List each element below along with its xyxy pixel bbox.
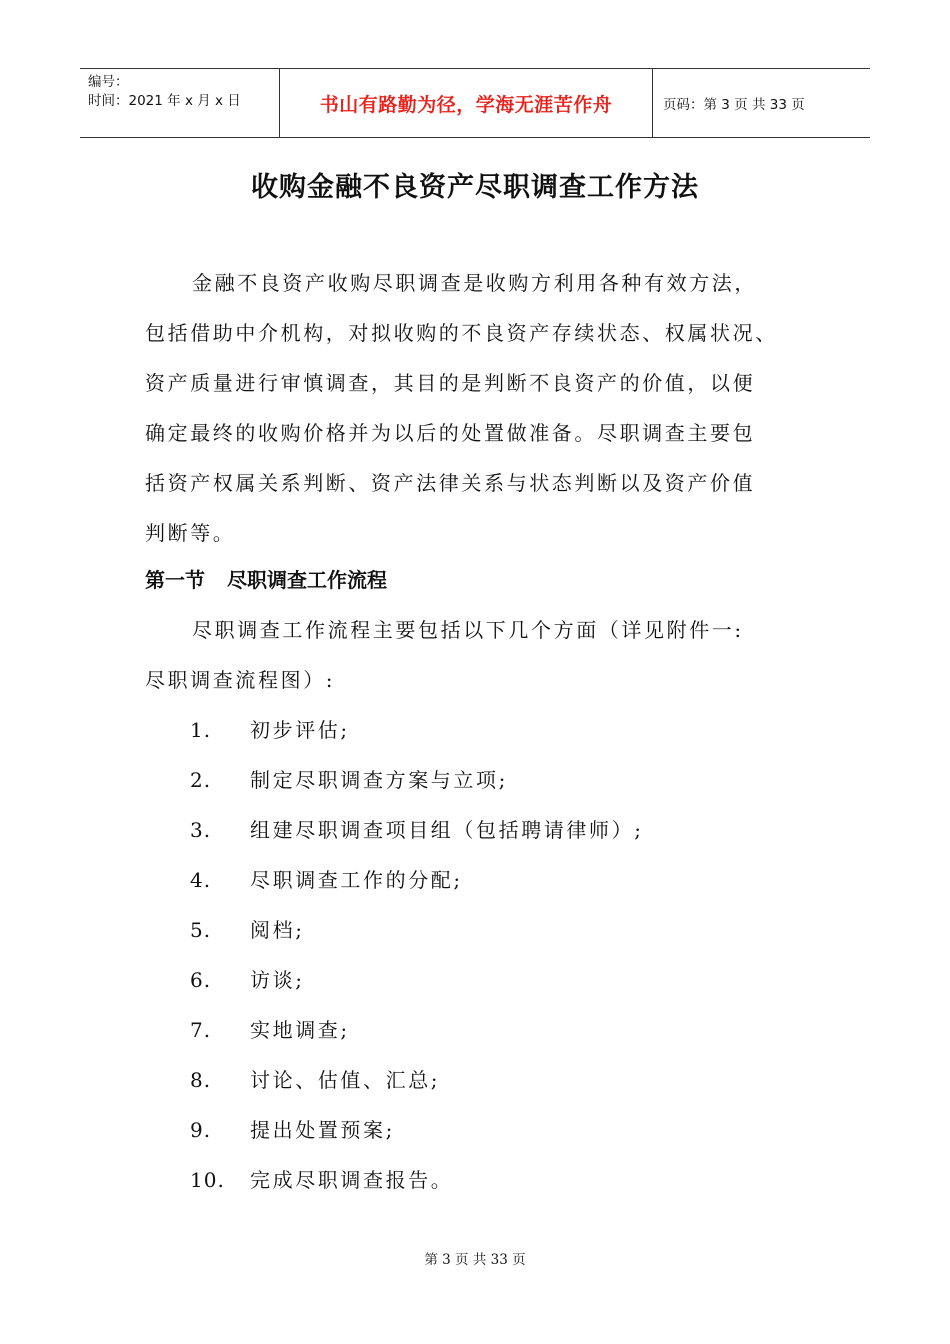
paragraph-line: 金融不良资产收购尽职调查是收购方利用各种有效方法，: [192, 271, 757, 295]
section-intro-paragraph: [145, 605, 835, 705]
paragraph-line: 资产质量进行审慎调查，其目的是判断不良资产的价值，以便: [145, 371, 756, 395]
step-text: 访谈;: [250, 968, 305, 992]
number-label: 编号：: [88, 74, 129, 90]
step-number: 8.: [190, 1068, 212, 1092]
step-number: 9.: [190, 1118, 212, 1142]
step-number: 2.: [190, 768, 212, 792]
paragraph-line: 尽职调查工作流程主要包括以下几个方面（详见附件一:: [192, 618, 744, 642]
section-number: 第一节: [145, 568, 205, 592]
step-number: 5.: [190, 918, 212, 942]
step-text: 讨论、估值、汇总;: [250, 1068, 441, 1092]
step-number: 6.: [190, 968, 212, 992]
header-page-label: 页码：第 3 页 共 33 页: [663, 97, 805, 113]
page-footer: 第 3 页 共 33 页: [424, 1252, 526, 1268]
list-item: [190, 1105, 644, 1155]
step-text: 实地调查;: [250, 1018, 350, 1042]
step-text: 组建尽职调查项目组（包括聘请律师）;: [250, 818, 644, 842]
paragraph-line: 包括借助中介机构，对拟收购的不良资产存续状态、权属状况、: [145, 321, 778, 345]
workflow-steps-list: [190, 705, 644, 1205]
paragraph-line: 确定最终的收购价格并为以后的处置做准备。尽职调查主要包: [145, 421, 756, 445]
list-item: [190, 805, 644, 855]
step-text: 尽职调查工作的分配;: [250, 868, 463, 892]
section-heading: [145, 555, 387, 605]
list-item: [190, 755, 644, 805]
list-item: [190, 1155, 644, 1205]
step-number: 1.: [190, 718, 212, 742]
paragraph-line: 括资产权属关系判断、资产法律关系与状态判断以及资产价值: [145, 471, 756, 495]
step-number: 10.: [190, 1168, 225, 1192]
step-number: 3.: [190, 818, 212, 842]
step-number: 7.: [190, 1018, 212, 1042]
list-item: [190, 905, 644, 955]
header-motto: 书山有路勤为径，学海无涯苦作舟: [319, 93, 613, 116]
list-item: [190, 1055, 644, 1105]
step-text: 阅档;: [250, 918, 305, 942]
list-item: [190, 855, 644, 905]
paragraph-line: 尽职调查流程图）:: [145, 668, 336, 692]
document-title: 收购金融不良资产尽职调查工作方法: [251, 172, 699, 203]
section-title: 尽职调查工作流程: [227, 568, 387, 592]
header-page-cell: [653, 69, 870, 137]
step-number: 4.: [190, 868, 212, 892]
header-motto-cell: [280, 69, 653, 137]
step-text: 提出处置预案;: [250, 1118, 395, 1142]
step-text: 完成尽职调查报告。: [250, 1168, 454, 1192]
paragraph-line: 判断等。: [145, 521, 236, 545]
step-text: 初步评估;: [250, 718, 350, 742]
list-item: [190, 1005, 644, 1055]
date-label: 时间：2021 年 x 月 x 日: [88, 93, 241, 109]
document-header: [80, 68, 870, 138]
list-item: [190, 705, 644, 755]
list-item: [190, 955, 644, 1005]
step-text: 制定尽职调查方案与立项;: [250, 768, 508, 792]
header-meta: [80, 69, 280, 137]
intro-paragraph: [145, 258, 835, 558]
